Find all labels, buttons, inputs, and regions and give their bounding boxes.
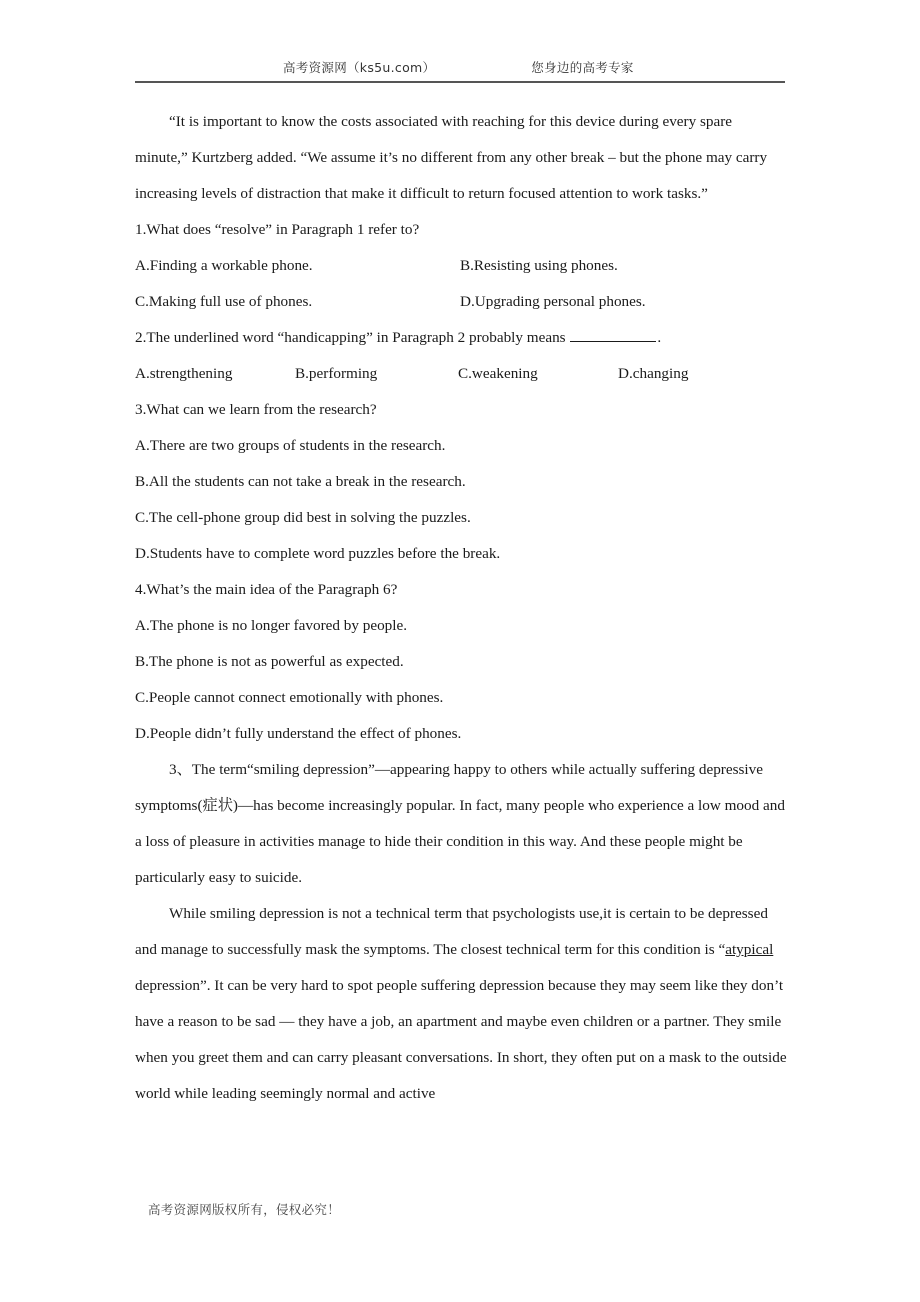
question-2-options-row	[135, 356, 787, 392]
question-2-stem-tail: .	[657, 329, 662, 346]
question-2-option-b[interactable]: B.performing	[295, 365, 378, 382]
passage-3-paragraph-1	[135, 752, 787, 896]
question-1-option-b[interactable]: B.Resisting using phones.	[460, 257, 618, 274]
question-4-option-b[interactable]: B.The phone is not as powerful as expected.	[135, 653, 404, 670]
question-1-option-a[interactable]: A.Finding a workable phone.	[135, 257, 313, 274]
question-2-option-a[interactable]: A.strengthening	[135, 365, 233, 382]
question-4-option-a[interactable]: A.The phone is no longer favored by people.	[135, 617, 408, 634]
header-slogan: 您身边的高考专家	[531, 60, 634, 75]
question-1-options-row-1	[135, 248, 787, 284]
passage-3-marker: 3、	[169, 761, 192, 778]
passage-3-paragraph-2	[135, 896, 787, 1112]
question-2-blank[interactable]	[570, 328, 656, 342]
question-3-option-c[interactable]: C.The cell-phone group did best in solving the puzzles.	[135, 509, 471, 526]
passage-3-paragraph-2-part-1: While smiling depression is not a technical term that psychologists use,it is certain to be depressed and manage to successfully mask the symptoms. The closest technical term for this condition is “	[135, 905, 768, 958]
passage-3-paragraph-2-part-2: depression”. It can be very hard to spot people suffering depression because they may seem like they don’t have a reason to be sad — they have a job, an apartment and maybe even children or a partner. They smile when you greet them and can carry pleasant conversations. In short, they often put on a mask to the outside world while leading seemingly normal and active	[135, 977, 787, 1102]
question-4-option-d[interactable]: D.People didn’t fully understand the effect of phones.	[135, 725, 462, 742]
question-3-option-a[interactable]: A.There are two groups of students in the research.	[135, 437, 446, 454]
question-1-stem: 1.What does “resolve” in Paragraph 1 refer to?	[135, 221, 420, 238]
question-3-option-d[interactable]: D.Students have to complete word puzzles before the break.	[135, 545, 501, 562]
question-3-option-b[interactable]: B.All the students can not take a break in the research.	[135, 473, 466, 490]
header-divider	[135, 81, 785, 83]
question-2-stem-text: 2.The underlined word “handicapping” in Paragraph 2 probably means	[135, 329, 570, 346]
question-1-options-row-2	[135, 284, 787, 320]
quote-paragraph: “It is important to know the costs associated with reaching for this device during every spare minute,” Kurtzberg added. “We assume it’s no different from any other break – but the phone may carry increasing levels of distraction that make it difficult to return focused attention to work tasks.”	[135, 113, 768, 202]
question-2-option-d[interactable]: D.changing	[618, 365, 689, 382]
question-2-option-c[interactable]: C.weakening	[458, 365, 538, 382]
underlined-term-atypical: atypical	[725, 941, 774, 958]
question-1-option-d[interactable]: D.Upgrading personal phones.	[460, 293, 646, 310]
question-4-option-c[interactable]: C.People cannot connect emotionally with phones.	[135, 689, 444, 706]
question-3-stem: 3.What can we learn from the research?	[135, 401, 377, 418]
header-site-name: 高考资源网（ks5u.com）	[283, 60, 436, 75]
question-2-stem	[135, 320, 787, 356]
question-4-stem: 4.What’s the main idea of the Paragraph 6?	[135, 581, 398, 598]
page-footer: 高考资源网版权所有，侵权必究！	[148, 1202, 341, 1217]
page-header	[135, 58, 785, 76]
document-body	[135, 104, 787, 1112]
passage-3-paragraph-1-text: The term“smiling depression”—appearing happy to others while actually suffering depressive symptoms(症状)—has become increasingly popular. In fact, many people who experience a low mood and a loss of pleasure in activities manage to hide their condition in this way. And these people might be particularly easy to suicide.	[135, 761, 785, 886]
question-1-option-c[interactable]: C.Making full use of phones.	[135, 293, 313, 310]
header-row	[135, 58, 785, 76]
